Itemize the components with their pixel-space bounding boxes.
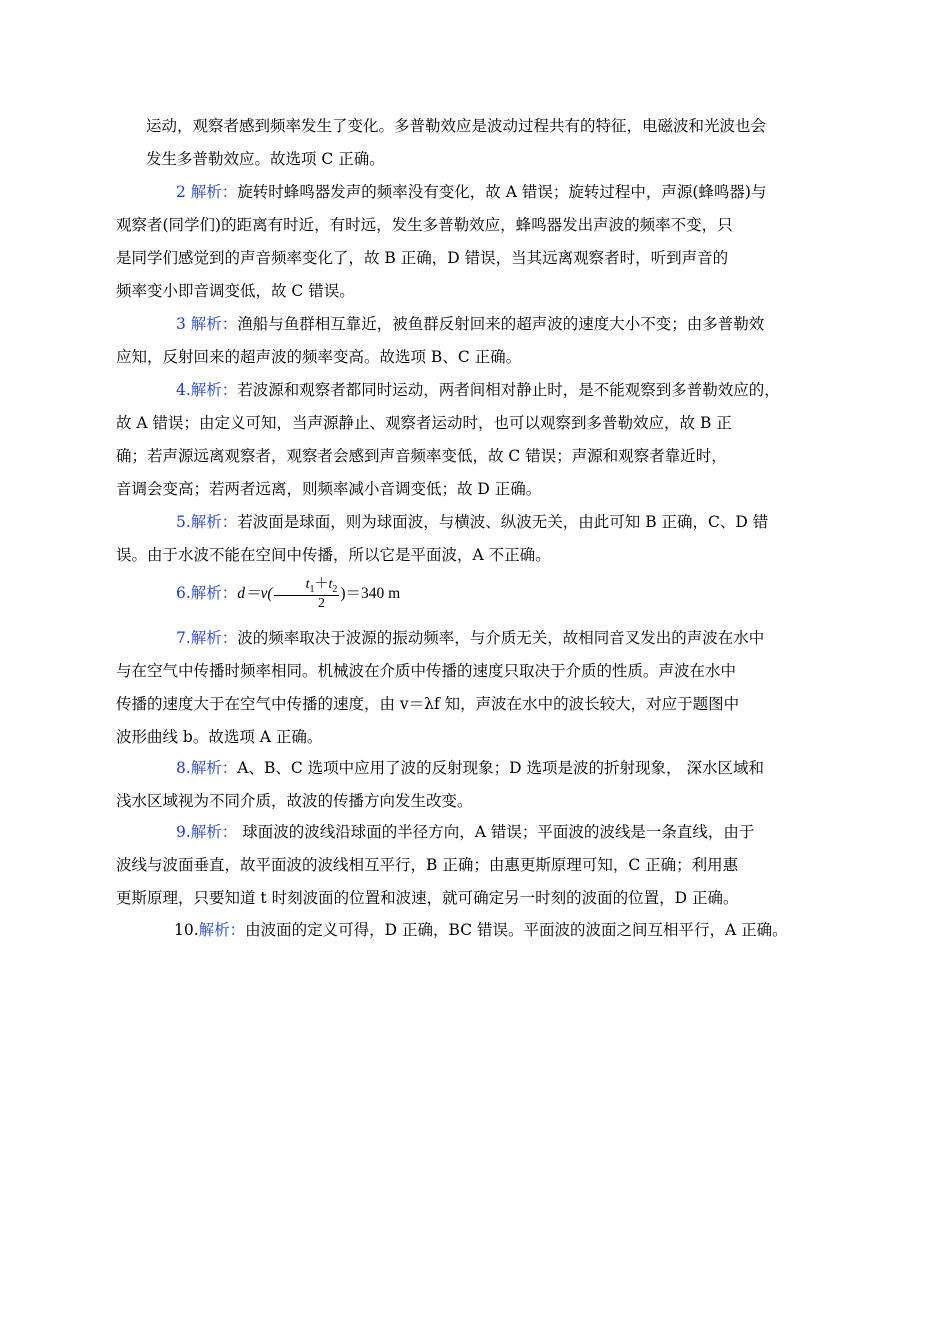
sub-1: 1 [309, 584, 315, 596]
answer-label: 3 解析： [176, 315, 238, 333]
answer-label: 6.解析： [176, 584, 238, 602]
answer-number: 10. [174, 921, 199, 939]
text-line: 由波面的定义可得，D 正确，BC 错误。平面波的波面之间互相平行，A 正确。 [245, 921, 788, 939]
text-line: 与在空气中传播时频率相同。机械波在介质中传播的速度只取决于介质的性质。声波在水中 [116, 662, 737, 680]
answer-label: 7.解析： [176, 629, 238, 647]
answer-4 [116, 374, 808, 506]
answer-7 [116, 622, 808, 754]
text-line: 误。由于水波不能在空间中传播，所以它是平面波，A 不正确。 [116, 546, 551, 564]
answer-label: 9.解析： [176, 823, 238, 841]
text-line: 球面波的波线沿球面的半径方向，A 错误；平面波的波线是一条直线，由于 [237, 823, 755, 841]
text-line: 运动，观察者感到频率发生了变化。多普勒效应是波动过程共有的特征，电磁波和光波也会 [146, 117, 767, 135]
text-line: 波的频率取决于波源的振动频率，与介质无关，故相同音叉发出的声波在水中 [237, 629, 765, 647]
text-line: 观察者(同学们)的距离有时近，有时远，发生多普勒效应，蜂鸣器发出声波的频率不变，只 [116, 216, 733, 234]
text-line: 渔船与鱼群相互靠近，被鱼群反射回来的超声波的速度大小不变；由多普勒效 [237, 315, 765, 333]
text-line: 传播的速度大于在空气中传播的速度，由 v＝λf 知，声波在水中的波长较大，对应于题图中 [116, 695, 740, 713]
text-line: 若波面是球面，则为球面波，与横波、纵波无关，由此可知 B 正确，C、D 错 [237, 513, 769, 531]
text-line: 发生多普勒效应。故选项 C 正确。 [146, 150, 385, 168]
text-line: 波线与波面垂直，故平面波的波线相互平行，B 正确；由惠更斯原理可知，C 正确；利用惠 [116, 856, 739, 874]
answer-6 [146, 572, 808, 615]
answer-2 [116, 176, 808, 308]
text-line: 频率变小即音调变低，故 C 错误。 [116, 282, 355, 300]
denominator: 2 [317, 596, 325, 612]
answer-label: 解析： [198, 921, 246, 939]
answer-9 [116, 816, 808, 915]
text-line: 故 A 错误；由定义可知，当声源静止、观察者运动时，也可以观察到多普勒效应，故 B 正 [116, 414, 732, 432]
text-line: 更斯原理，只要知道 t 时刻波面的位置和波速，就可确定另一时刻的波面的位置，D 正确。 [116, 889, 739, 907]
answer-label: 8.解析： [176, 759, 238, 777]
answer-3 [116, 308, 808, 374]
text-line: 旋转时蜂鸣器发声的频率没有变化，故 A 错误；旋转过程中，声源(蜂鸣器)与 [237, 183, 767, 201]
answer-label: 4.解析： [176, 381, 238, 399]
var-t1: t [305, 577, 310, 593]
text-line: A、B、C 选项中应用了波的反射现象；D 选项是波的折射现象， 深水区域和 [237, 759, 764, 777]
text-line: 确；若声源远离观察者，观察者会感到声音频率变低，故 C 错误；声源和观察者靠近时， [116, 447, 727, 465]
text-line: 音调会变高；若两者远离，则频率减小音调变低；故 D 正确。 [116, 480, 542, 498]
answer-label: 5.解析： [176, 513, 238, 531]
formula-prefix: d＝v( [237, 585, 273, 602]
formula-suffix: )＝340 m [340, 585, 401, 602]
var-t2: t [328, 577, 333, 593]
text-line: 波形曲线 b。故选项 A 正确。 [116, 728, 323, 746]
plus-sign: ＋ [314, 577, 329, 593]
formula [237, 577, 401, 612]
sub-2: 2 [332, 584, 338, 596]
text-line: 应知，反射回来的超声波的频率变高。故选项 B、C 正确。 [116, 348, 522, 366]
paragraph-1-continuation [146, 110, 808, 176]
text-line: 浅水区域视为不同介质，故波的传播方向发生改变。 [116, 792, 473, 810]
text-line: 若波源和观察者都同时运动，两者间相对静止时，是不能观察到多普勒效应的， [237, 381, 780, 399]
answer-label: 2 解析： [176, 183, 238, 201]
text-line: 是同学们感觉到的声音频率变化了，故 B 正确，D 错误，当其远离观察者时，听到声音的 [116, 249, 729, 267]
fraction [274, 577, 340, 611]
answer-5 [116, 506, 808, 572]
answer-8 [116, 752, 808, 818]
answer-10 [146, 914, 808, 947]
